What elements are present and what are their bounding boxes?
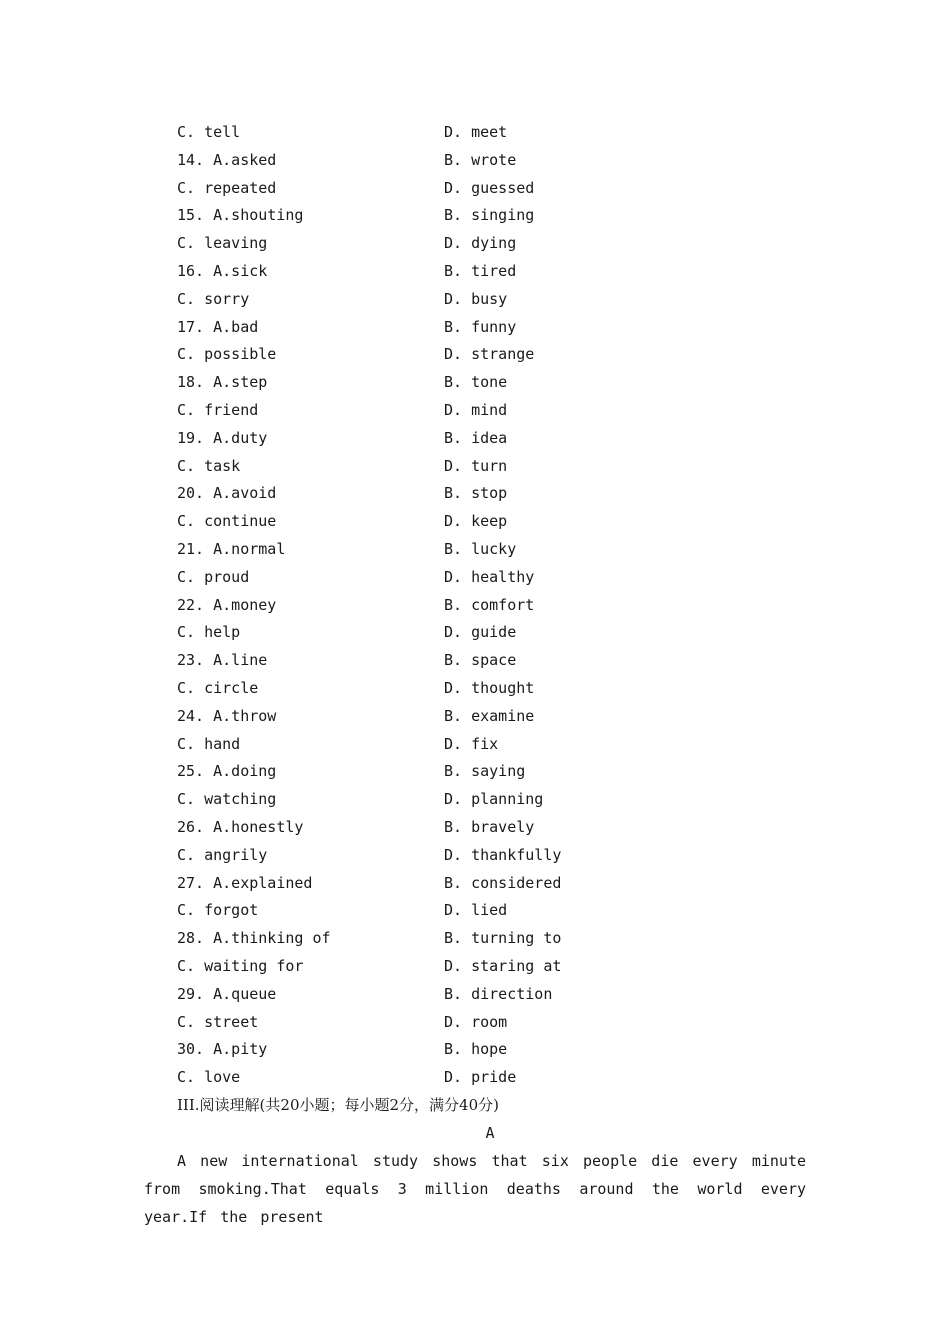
option-row (0, 258, 950, 286)
option-right: D. turn (444, 456, 508, 475)
option-row (0, 453, 950, 481)
option-row (0, 592, 950, 620)
option-left: 20. A.avoid (177, 484, 277, 503)
option-left: 22. A.money (177, 595, 277, 614)
option-row (0, 619, 950, 647)
option-row (0, 731, 950, 759)
option-left: C. love (177, 1068, 241, 1087)
option-row (0, 758, 950, 786)
option-right: B. comfort (444, 595, 535, 614)
option-right: D. thankfully (444, 845, 562, 864)
option-right: D. staring at (444, 956, 562, 975)
option-right: B. examine (444, 706, 535, 725)
option-right: B. stop (444, 484, 508, 503)
option-row (0, 1064, 950, 1092)
option-row (0, 703, 950, 731)
option-row (0, 480, 950, 508)
option-left: 21. A.normal (177, 539, 286, 558)
option-row (0, 175, 950, 203)
option-left: C. continue (177, 512, 277, 531)
option-left: C. proud (177, 567, 250, 586)
option-right: B. funny (444, 317, 517, 336)
option-right: B. tone (444, 373, 508, 392)
option-left: C. possible (177, 345, 277, 364)
option-left: C. friend (177, 400, 259, 419)
option-left: C. help (177, 623, 241, 642)
option-row (0, 814, 950, 842)
option-right: D. pride (444, 1068, 517, 1087)
option-right: D. meet (444, 123, 508, 141)
option-left: 23. A.line (177, 651, 268, 670)
option-right: B. turning to (444, 929, 562, 948)
option-left: 18. A.step (177, 373, 268, 392)
option-right: D. strange (444, 345, 535, 364)
option-left: C. circle (177, 678, 259, 697)
passage-label: A (485, 1124, 495, 1142)
option-row (0, 1036, 950, 1064)
section-title: III.阅读理解(共20小题；每小题2分，满分40分) (177, 1096, 499, 1114)
option-row (0, 230, 950, 258)
option-row (0, 314, 950, 342)
option-left: C. forgot (177, 901, 259, 920)
option-right: B. hope (444, 1040, 508, 1059)
option-row (0, 202, 950, 230)
option-left: C. waiting for (177, 956, 304, 975)
option-row (0, 508, 950, 536)
option-left: C. leaving (177, 234, 268, 253)
option-row (0, 369, 950, 397)
option-left: C. task (177, 456, 241, 475)
option-left: 30. A.pity (177, 1040, 268, 1059)
option-left: C. angrily (177, 845, 268, 864)
option-right: B. singing (444, 206, 535, 225)
option-left: 26. A.honestly (177, 817, 304, 836)
option-row (0, 897, 950, 925)
option-right: B. direction (444, 984, 553, 1003)
option-row (0, 786, 950, 814)
option-right: B. considered (444, 873, 562, 892)
option-row (0, 119, 950, 147)
option-right: B. space (444, 651, 517, 670)
option-right: D. keep (444, 512, 508, 531)
passage-text: A new international study shows that six people die every minute from smoking.That equals 3 million deaths around the world every year.If the present (144, 1152, 806, 1226)
option-left: 24. A.throw (177, 706, 277, 725)
option-row (0, 286, 950, 314)
option-left: C. sorry (177, 289, 250, 308)
option-row (0, 647, 950, 675)
option-right: D. guide (444, 623, 517, 642)
option-row (0, 925, 950, 953)
option-right: B. bravely (444, 817, 535, 836)
option-row (0, 953, 950, 981)
option-right: D. lied (444, 901, 508, 920)
option-right: D. dying (444, 234, 517, 253)
option-left: 27. A.explained (177, 873, 313, 892)
option-row (0, 675, 950, 703)
option-left: C. hand (177, 734, 241, 753)
option-left: 25. A.doing (177, 762, 277, 781)
option-row (0, 536, 950, 564)
option-right: D. fix (444, 734, 499, 753)
option-row (0, 341, 950, 369)
option-row (0, 564, 950, 592)
option-right: D. busy (444, 289, 508, 308)
option-row (0, 147, 950, 175)
option-left: 17. A.bad (177, 317, 259, 336)
option-right: D. guessed (444, 178, 535, 197)
option-right: D. thought (444, 678, 535, 697)
option-left: 28. A.thinking of (177, 929, 331, 948)
option-left: 16. A.sick (177, 261, 268, 280)
option-row (0, 981, 950, 1009)
option-row (0, 870, 950, 898)
answer-options-list (0, 119, 950, 1092)
option-row (0, 397, 950, 425)
option-left: C. tell (177, 123, 241, 141)
option-left: C. street (177, 1012, 259, 1031)
option-left: C. watching (177, 790, 277, 809)
option-left: 19. A.duty (177, 428, 268, 447)
option-right: B. lucky (444, 539, 517, 558)
option-left: 15. A.shouting (177, 206, 304, 225)
option-left: 14. A.asked (177, 150, 277, 169)
option-right: B. idea (444, 428, 508, 447)
option-right: B. tired (444, 261, 517, 280)
option-row (0, 425, 950, 453)
option-right: D. mind (444, 400, 508, 419)
option-right: B. saying (444, 762, 526, 781)
option-row (0, 842, 950, 870)
option-right: B. wrote (444, 150, 517, 169)
option-right: D. planning (444, 790, 544, 809)
option-right: D. healthy (444, 567, 535, 586)
option-left: C. repeated (177, 178, 277, 197)
option-right: D. room (444, 1012, 508, 1031)
option-left: 29. A.queue (177, 984, 277, 1003)
option-row (0, 1009, 950, 1037)
